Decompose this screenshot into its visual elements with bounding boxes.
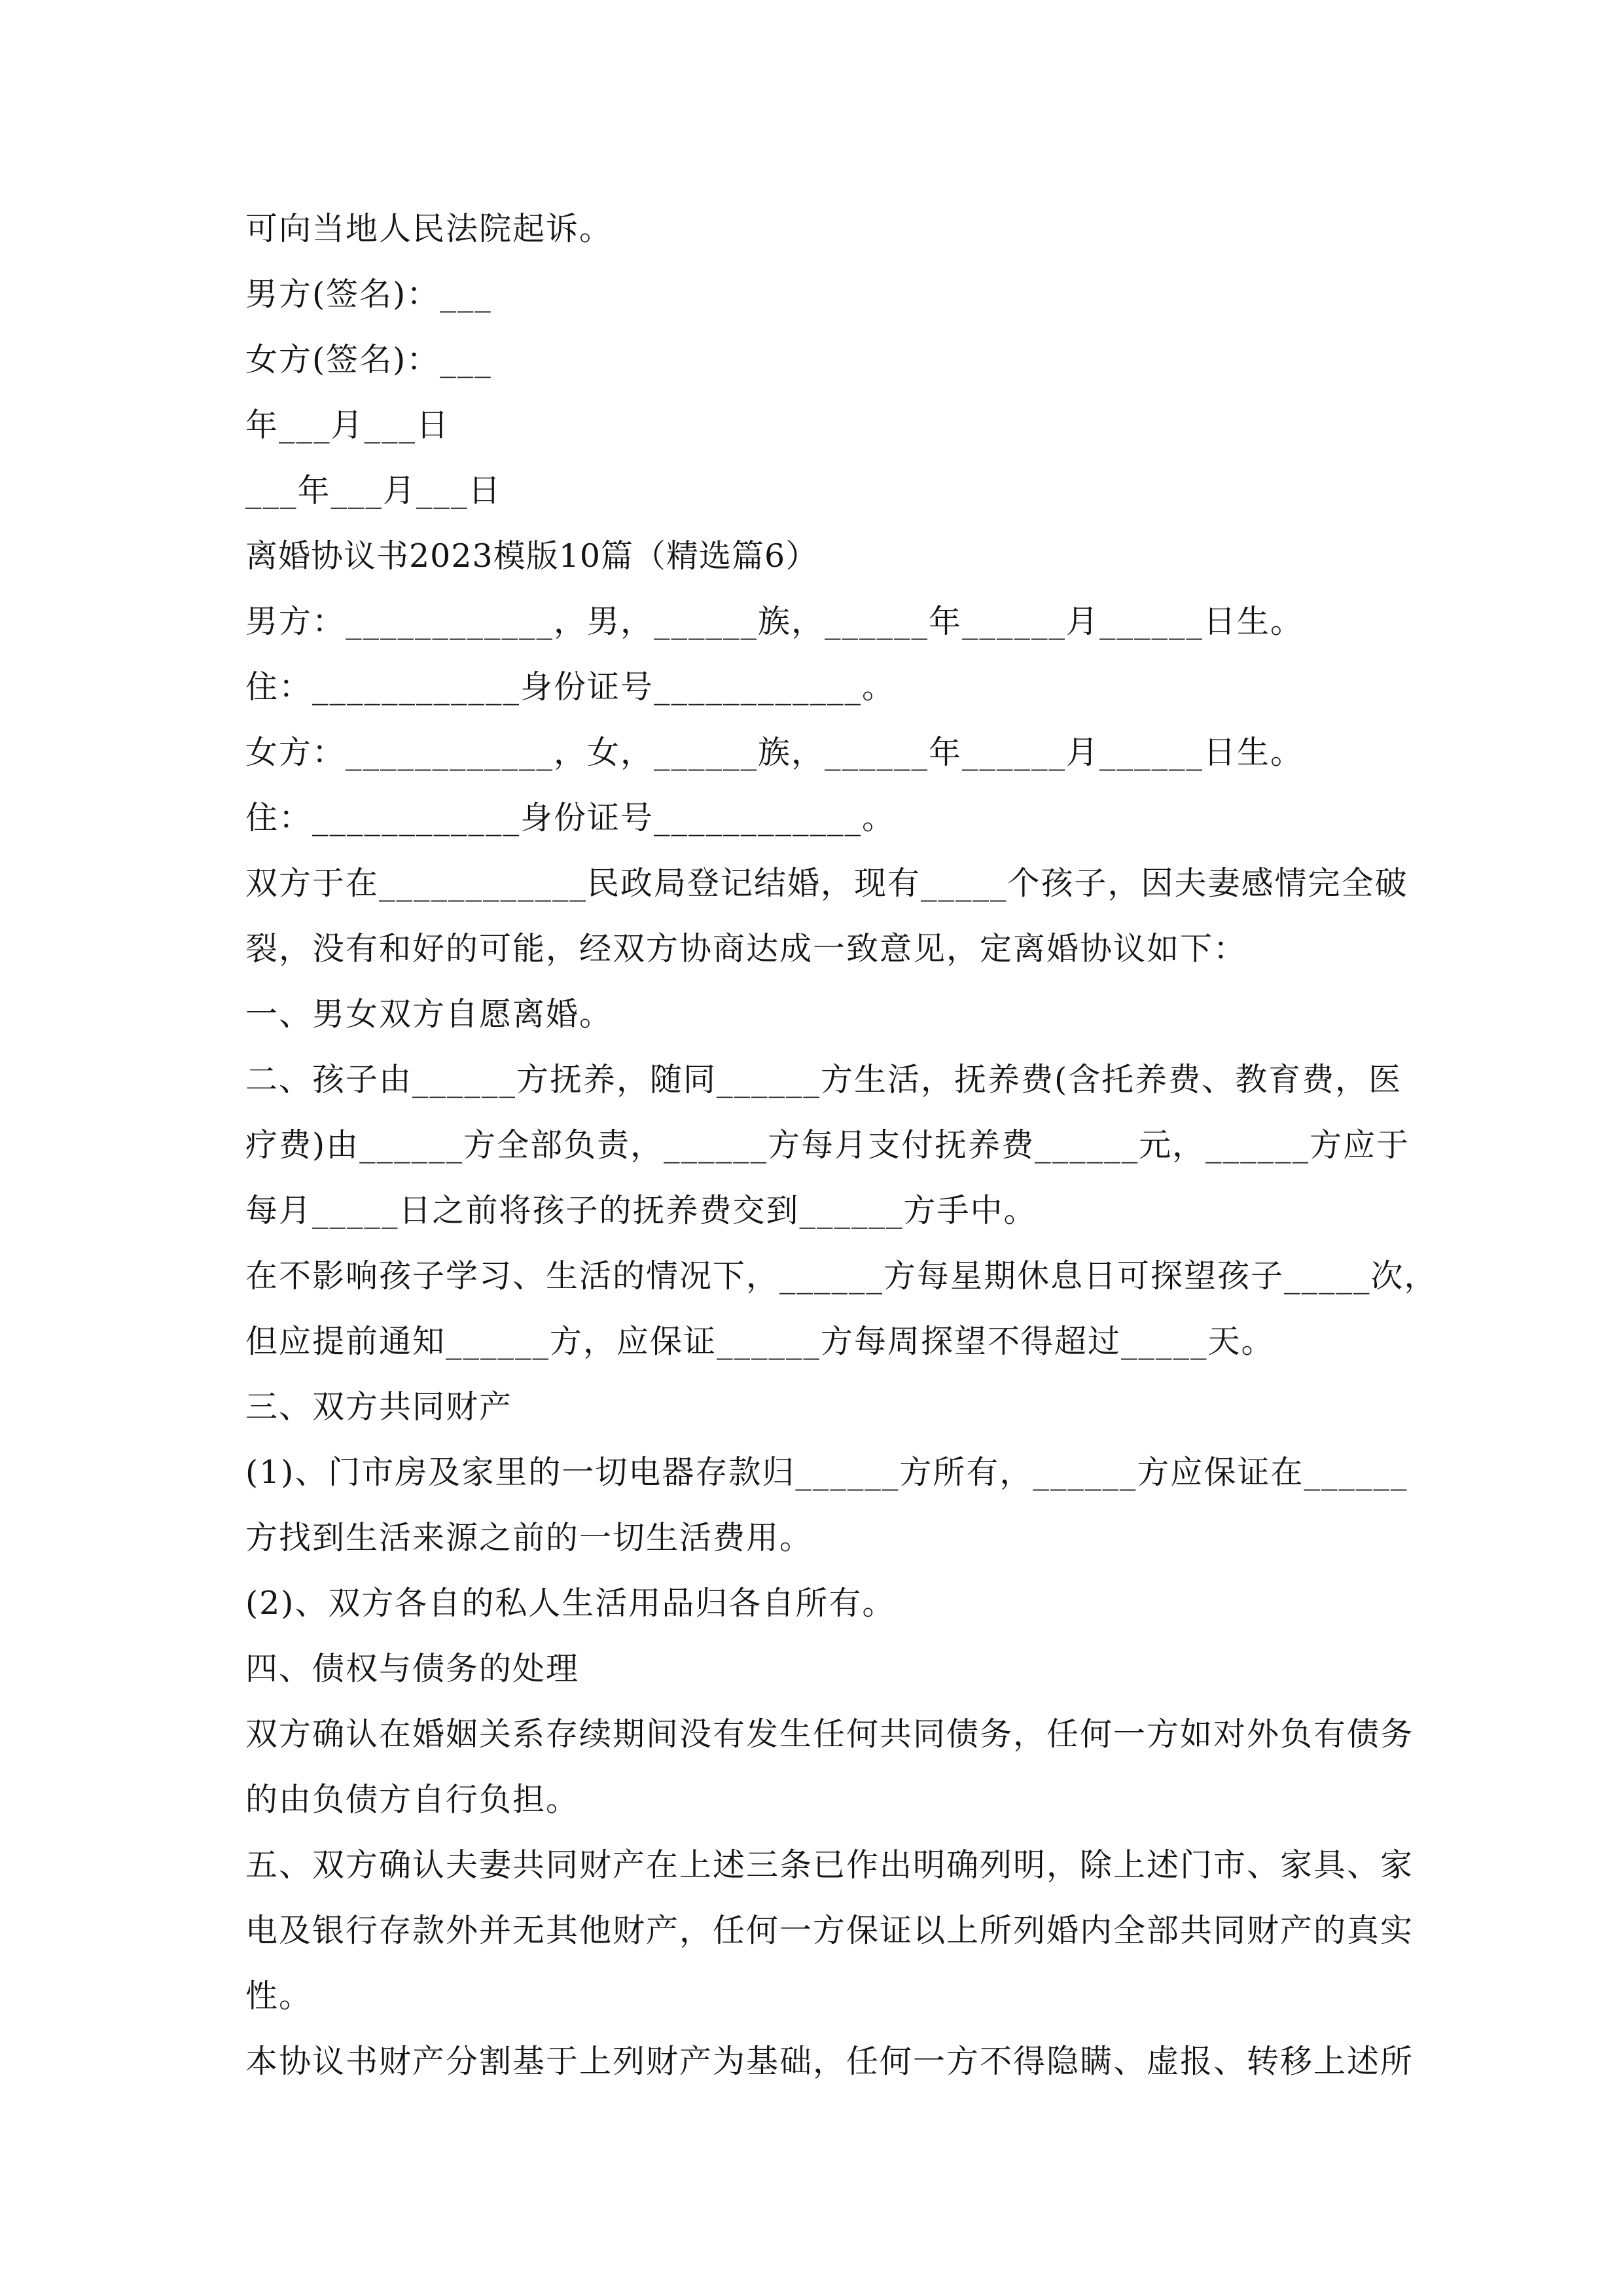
- male-address-line: 住：____________身份证号____________。: [245, 668, 896, 706]
- date-line: ___年___月___日: [245, 472, 502, 509]
- clause-text: (1)、门市房及家里的一切电器存款归______方所有，______方应保证在______: [245, 1454, 1408, 1491]
- signature-line-female: 女方(签名)：___: [245, 341, 492, 378]
- clause-text: 方找到生活来源之前的一切生活费用。: [245, 1519, 813, 1556]
- clause-text: 每月_____日之前将孩子的抚养费交到______方手中。: [245, 1192, 1037, 1229]
- clause-heading: 四、债权与债务的处理: [245, 1650, 580, 1687]
- text-line: 裂，没有和好的可能，经双方协商达成一致意见，定离婚协议如下：: [245, 930, 1247, 967]
- section-title: 离婚协议书2023模版10篇（精选篇6）: [245, 537, 819, 575]
- female-address-line: 住：____________身份证号____________。: [245, 799, 896, 836]
- text-line: 双方于在____________民政局登记结婚，现有_____个孩子，因夫妻感情完全破: [245, 865, 1408, 902]
- male-info-line: 男方：____________，男，______族，______年______月______日生。: [245, 603, 1304, 640]
- female-info-line: 女方：____________，女，______族，______年______月______日生。: [245, 734, 1304, 771]
- signature-line-male: 男方(签名)：___: [245, 276, 492, 313]
- clause-text: 性。: [245, 1977, 313, 2015]
- clause-text: (2)、双方各自的私人生活用品归各自所有。: [245, 1585, 896, 1622]
- document-body: [245, 196, 1438, 2094]
- date-line: 年___月___日: [245, 406, 450, 444]
- clause-text: 五、双方确认夫妻共同财产在上述三条已作出明确列明，除上述门市、家具、家: [245, 1846, 1414, 1884]
- clause-heading: 三、双方共同财产: [245, 1388, 513, 1426]
- text-line: 可向当地人民法院起诉。: [245, 210, 613, 247]
- clause-text: 疗费)由______方全部负责，______方每月支付抚养费______元，______方应于: [245, 1126, 1410, 1164]
- clause-text: 在不影响孩子学习、生活的情况下，______方每星期休息日可探望孩子_____次，: [245, 1257, 1438, 1295]
- clause-text: 的由负债方自行负担。: [245, 1781, 580, 1818]
- clause-text: 但应提前通知______方，应保证______方每周探望不得超过_____天。: [245, 1323, 1275, 1360]
- clause-text: 二、孩子由______方抚养，随同______方生活，抚养费(含托养费、教育费，医: [245, 1061, 1402, 1098]
- clause-text: 本协议书财产分割基于上列财产为基础，任何一方不得隐瞒、虚报、转移上述所: [245, 2043, 1414, 2080]
- clause-text: 双方确认在婚姻关系存续期间没有发生任何共同债务，任何一方如对外负有债务: [245, 1715, 1414, 1753]
- clause-heading: 一、男女双方自愿离婚。: [245, 996, 613, 1033]
- clause-text: 电及银行存款外并无其他财产，任何一方保证以上所列婚内全部共同财产的真实: [245, 1912, 1414, 1949]
